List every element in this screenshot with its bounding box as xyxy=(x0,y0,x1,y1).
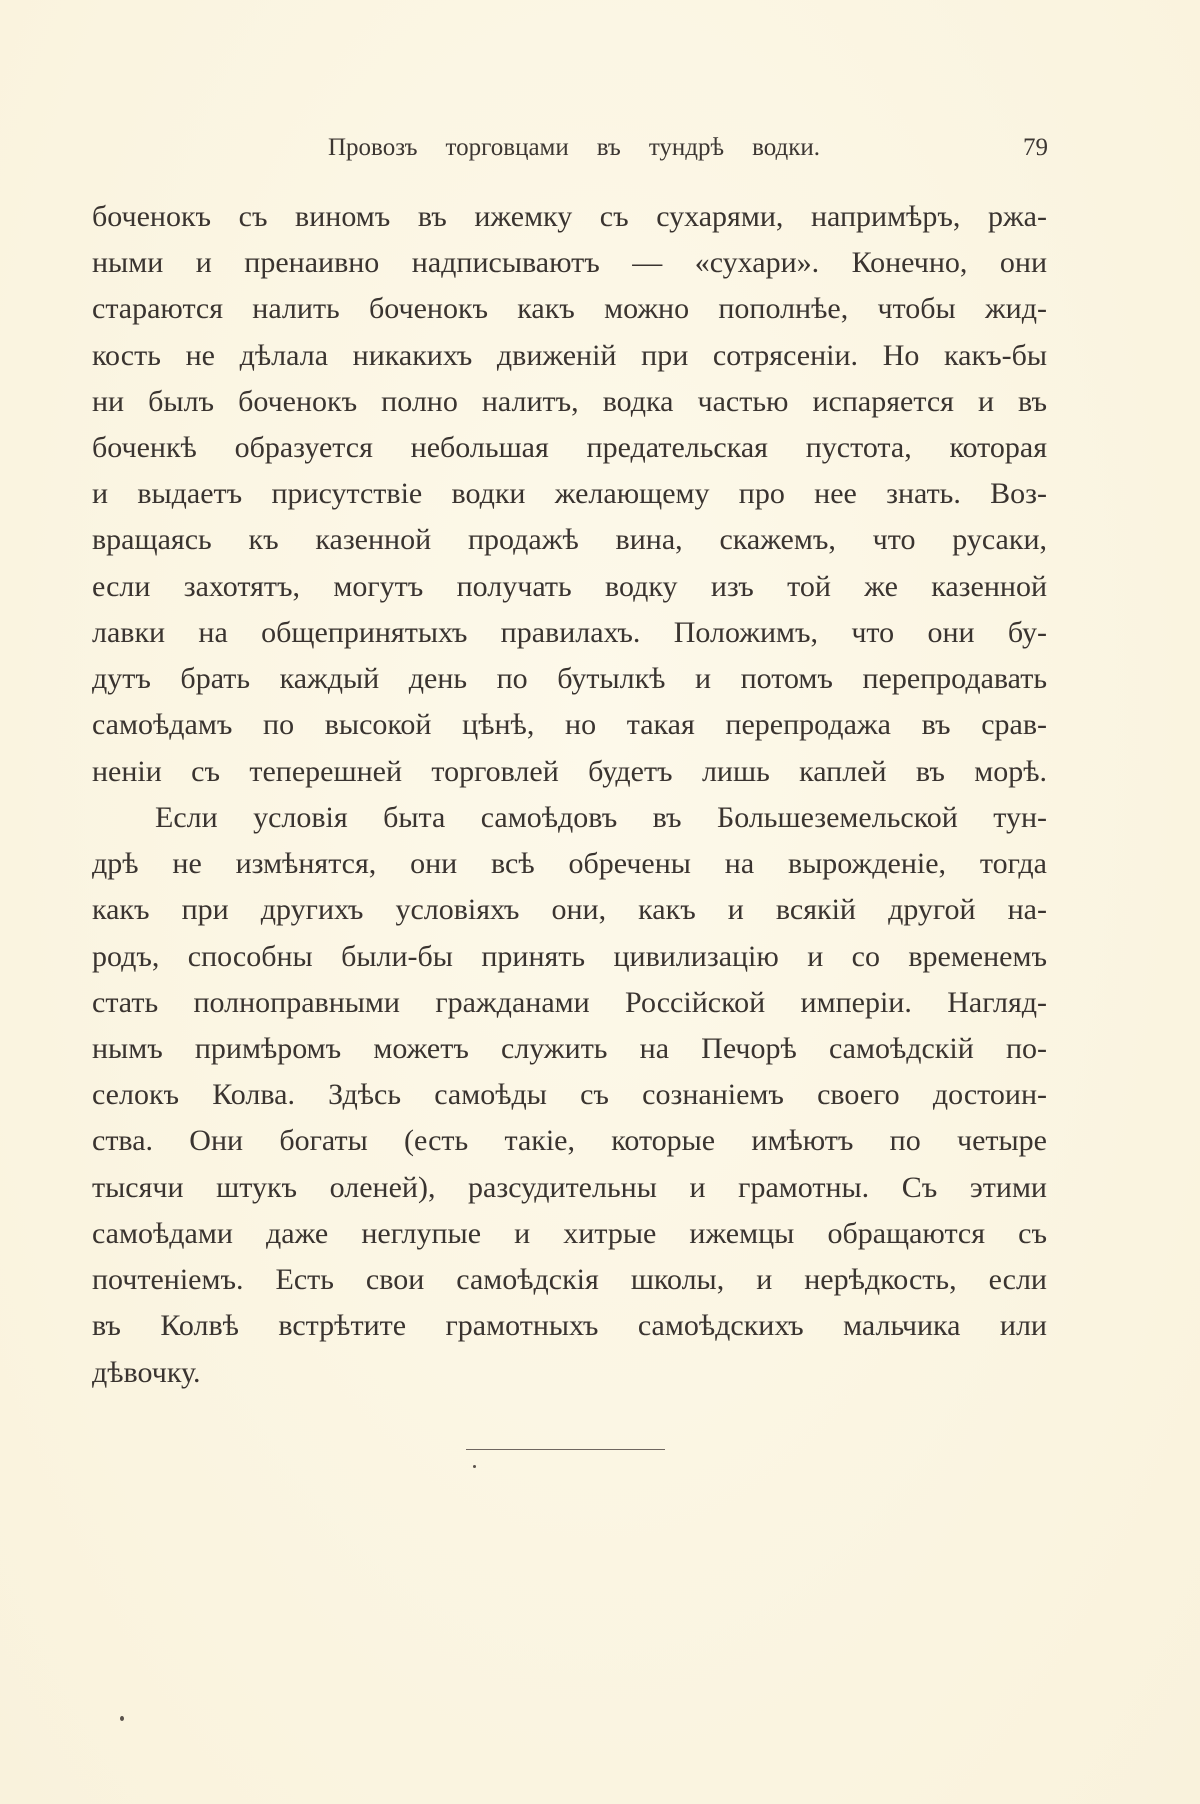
text-line: стать полноправными гражданами Россійской имперіи. Нагляд- xyxy=(92,986,1047,1019)
ink-speck xyxy=(473,1465,476,1468)
text-line: почтеніемъ. Есть свои самоѣдскія школы, и нерѣдкость, если xyxy=(92,1263,1047,1296)
text-line: селокъ Колва. Здѣсь самоѣды съ сознаніемъ своего достоин- xyxy=(92,1078,1047,1111)
text-line: дрѣ не измѣнятся, они всѣ обречены на вырожденіе, тогда xyxy=(92,847,1047,880)
text-line: какъ при другихъ условіяхъ они, какъ и всякій другой на- xyxy=(92,893,1047,926)
text-line: и выдаетъ присутствіе водки желающему про нее знать. Воз- xyxy=(92,477,1047,510)
text-line: ными и пренаивно надписываютъ — «сухари». Конечно, они xyxy=(92,246,1047,279)
text-line: боченокъ съ виномъ въ ижемку съ сухарями, напримѣръ, ржа- xyxy=(92,200,1047,233)
text-line: самоѣдами даже неглупые и хитрые ижемцы обращаются съ xyxy=(92,1217,1047,1250)
text-line: неніи съ теперешней торговлей будетъ лишь каплей въ морѣ. xyxy=(92,755,1047,788)
text-line: кость не дѣлала никакихъ движеній при сотрясеніи. Но какъ-бы xyxy=(92,339,1047,372)
text-line: если захотятъ, могутъ получать водку изъ той же казенной xyxy=(92,570,1047,603)
text-line: тысячи штукъ оленей), разсудительны и грамотны. Съ этими xyxy=(92,1171,1047,1204)
text-line: нымъ примѣромъ можетъ служить на Печорѣ самоѣдскій по- xyxy=(92,1032,1047,1065)
text-line: вращаясь къ казенной продажѣ вина, скажемъ, что русаки, xyxy=(92,523,1047,556)
text-line: въ Колвѣ встрѣтите грамотныхъ самоѣдскихъ мальчика или xyxy=(92,1309,1047,1342)
text-line: дѣвочку. xyxy=(92,1356,201,1389)
text-line: боченкѣ образуется небольшая предательская пустота, которая xyxy=(92,431,1047,464)
text-line: дутъ брать каждый день по бутылкѣ и потомъ перепродавать xyxy=(92,662,1047,695)
text-line: лавки на общепринятыхъ правилахъ. Положимъ, что они бу- xyxy=(92,616,1047,649)
text-line: самоѣдамъ по высокой цѣнѣ, но такая перепродажа въ срав- xyxy=(92,708,1047,741)
paragraph-start-line: Если условія быта самоѣдовъ въ Большеземельской тун- xyxy=(155,801,1047,834)
ink-speck xyxy=(120,1716,124,1721)
page-number: 79 xyxy=(1023,134,1048,161)
section-end-rule xyxy=(466,1449,665,1450)
text-line: ни былъ боченокъ полно налитъ, водка частью испаряется и въ xyxy=(92,385,1047,418)
text-line: ства. Они богаты (есть такіе, которые имѣютъ по четыре xyxy=(92,1124,1047,1157)
text-line: стараются налить боченокъ какъ можно пополнѣе, чтобы жид- xyxy=(92,292,1047,325)
text-line: родъ, способны были-бы принять цивилизацію и со временемъ xyxy=(92,940,1047,973)
running-title: Провозъ торговцами въ тундрѣ водки. xyxy=(328,134,820,161)
